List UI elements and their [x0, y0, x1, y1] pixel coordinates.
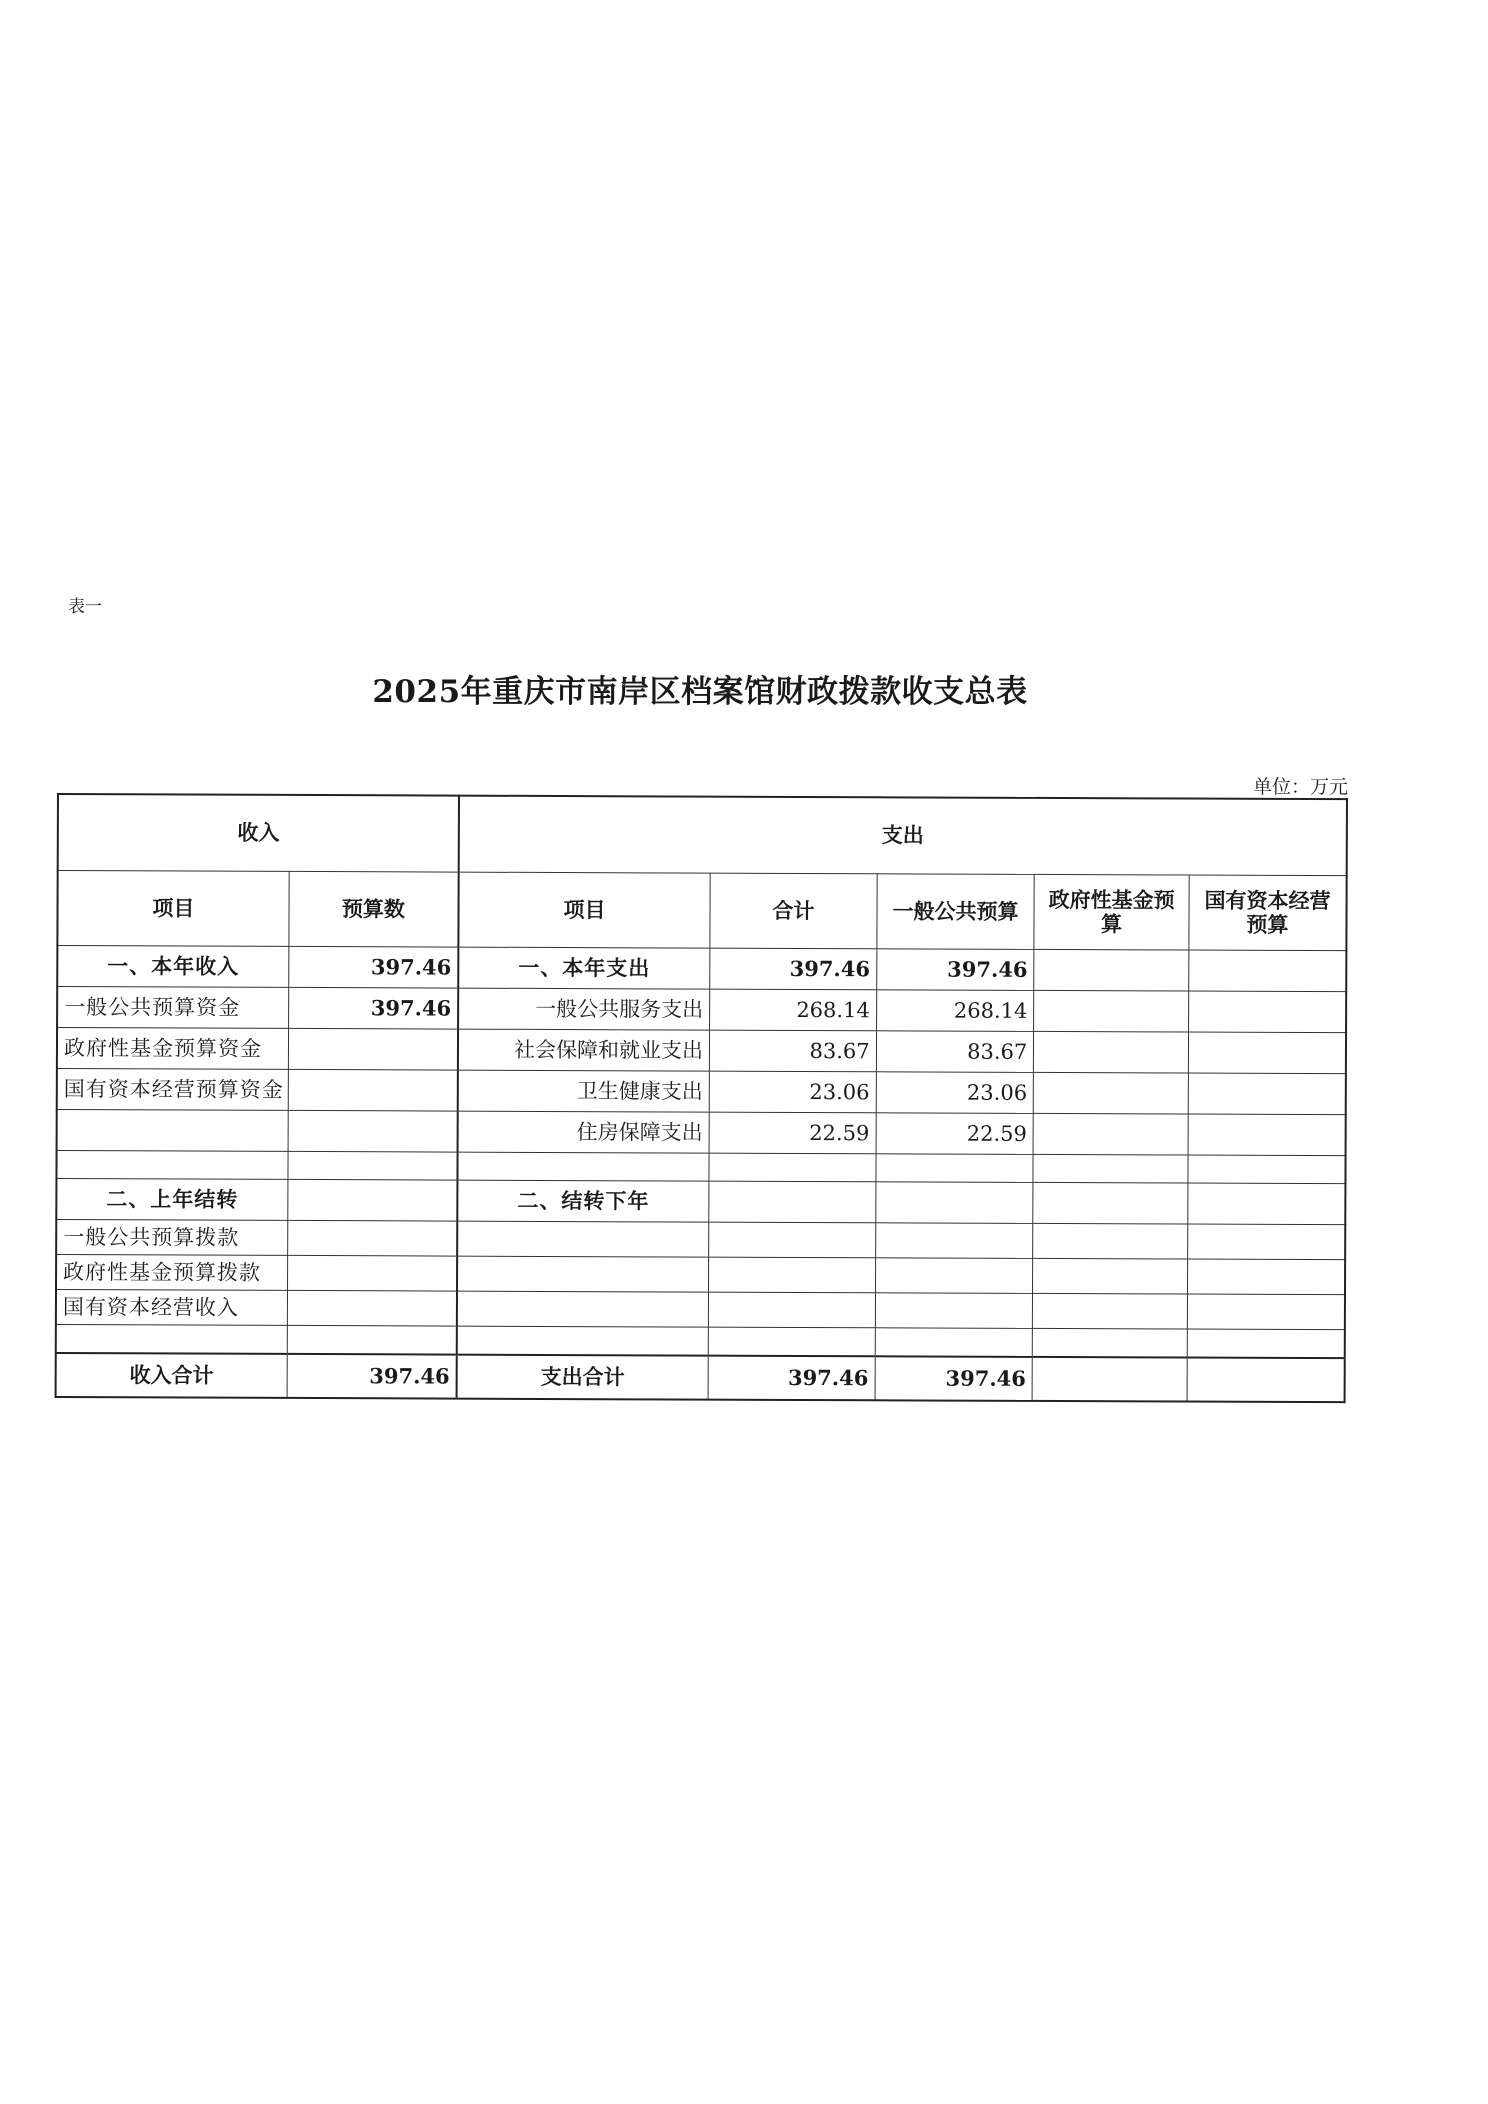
expense-item-cell [457, 1256, 709, 1292]
income-value-cell [287, 1290, 457, 1326]
column-header-row [57, 871, 1346, 951]
expense-total-value: 397.46 [708, 1356, 875, 1401]
income-item-cell: 政府性基金预算资金 [57, 1028, 288, 1070]
expense-fund-cell [1033, 1113, 1188, 1155]
income-value-cell: 397.46 [288, 987, 458, 1029]
expense-capital-cell [1188, 1032, 1346, 1074]
expense-fund-cell [1034, 1072, 1189, 1114]
group-header-row [58, 794, 1347, 876]
expense-gov-fund-header: 政府性基金预算 [1034, 874, 1189, 950]
expense-item-cell: 住房保障支出 [458, 1111, 710, 1153]
expense-total-cell: 23.06 [709, 1071, 876, 1113]
document-title: 2025年重庆市南岸区档案馆财政拨款收支总表 [372, 674, 1028, 710]
expense-fund-total [1032, 1357, 1187, 1402]
expense-general-cell [875, 1182, 1033, 1224]
empty-cell [1033, 1328, 1188, 1357]
expense-fund-cell [1033, 1258, 1188, 1294]
expense-item-cell: 社会保障和就业支出 [458, 1029, 710, 1071]
table-row [56, 1220, 1345, 1260]
expense-capital-cell [1188, 1073, 1346, 1115]
expense-total-label: 支出合计 [457, 1355, 709, 1400]
expense-capital-cell [1188, 991, 1346, 1033]
expense-general-cell [875, 1293, 1033, 1329]
expense-total-cell [709, 1181, 876, 1223]
table-label: 表一 [68, 597, 102, 617]
empty-cell [1033, 1154, 1188, 1183]
budget-summary-table [55, 793, 1348, 1403]
expense-general-cell: 23.06 [876, 1072, 1034, 1114]
table-row [57, 1028, 1346, 1074]
income-value-cell: 397.46 [289, 946, 459, 988]
income-value-cell [287, 1255, 457, 1291]
empty-cell [1188, 1155, 1346, 1184]
income-item-cell: 二、上年结转 [56, 1179, 287, 1221]
expense-fund-cell [1034, 1031, 1189, 1073]
income-group-header: 收入 [58, 794, 459, 872]
expense-general-total: 397.46 [875, 1356, 1033, 1401]
table-row [57, 946, 1346, 992]
expense-general-cell [875, 1258, 1033, 1294]
empty-cell [876, 1154, 1034, 1183]
income-item-cell: 国有资本经营收入 [56, 1290, 287, 1326]
expense-item-cell: 一般公共服务支出 [458, 988, 710, 1030]
empty-cell [875, 1328, 1033, 1357]
totals-row [56, 1353, 1345, 1402]
expense-total-cell: 22.59 [709, 1112, 876, 1154]
income-item-cell: 政府性基金预算拨款 [56, 1255, 287, 1291]
expense-capital-cell [1189, 950, 1347, 992]
income-total-label: 收入合计 [56, 1353, 287, 1398]
expense-item-cell [457, 1291, 709, 1327]
income-item-cell: 一般公共预算资金 [57, 987, 288, 1029]
income-item-header: 项目 [57, 871, 289, 947]
expense-capital-cell [1187, 1259, 1345, 1295]
empty-cell [457, 1152, 709, 1181]
income-item-cell: 一、本年收入 [57, 946, 288, 988]
expense-group-header: 支出 [459, 796, 1347, 876]
expense-fund-cell [1034, 949, 1189, 991]
empty-cell [287, 1325, 457, 1354]
expense-capital-cell [1187, 1224, 1345, 1260]
income-total-value: 397.46 [287, 1354, 457, 1399]
unit-label: 单位：万元 [1252, 776, 1348, 798]
expense-general-cell: 397.46 [876, 949, 1034, 991]
table-row [57, 987, 1346, 1033]
expense-state-capital-header: 国有资本经营预算 [1189, 875, 1347, 951]
income-value-cell [287, 1220, 457, 1256]
expense-total-cell [708, 1292, 875, 1328]
empty-cell [1187, 1329, 1345, 1358]
expense-total-cell [709, 1257, 876, 1293]
expense-item-cell: 卫生健康支出 [458, 1070, 710, 1112]
expense-total-cell: 268.14 [710, 989, 877, 1031]
income-value-cell [288, 1179, 458, 1221]
expense-fund-cell [1033, 1182, 1188, 1224]
expense-general-cell: 22.59 [876, 1113, 1034, 1155]
empty-cell [56, 1324, 287, 1353]
expense-fund-cell [1034, 990, 1189, 1032]
table-row [57, 1110, 1346, 1156]
income-value-cell [288, 1028, 458, 1070]
table-row [57, 1069, 1346, 1115]
expense-capital-cell [1187, 1294, 1345, 1330]
table-row [56, 1179, 1345, 1225]
expense-item-cell [457, 1221, 709, 1257]
expense-general-header: 一般公共预算 [877, 874, 1035, 950]
empty-cell [56, 1151, 287, 1180]
income-item-cell [57, 1110, 288, 1152]
expense-total-cell: 397.46 [710, 948, 877, 990]
income-item-cell: 一般公共预算拨款 [56, 1220, 287, 1256]
empty-cell [708, 1327, 875, 1356]
income-value-cell [288, 1069, 458, 1111]
income-budget-header: 预算数 [289, 871, 459, 947]
expense-general-cell: 83.67 [876, 1031, 1034, 1073]
expense-total-cell [709, 1222, 876, 1258]
table-row [56, 1255, 1345, 1295]
expense-item-header: 项目 [458, 872, 710, 948]
empty-cell [288, 1151, 458, 1180]
income-item-cell: 国有资本经营预算资金 [57, 1069, 288, 1111]
expense-total-cell: 83.67 [709, 1030, 876, 1072]
expense-capital-total [1187, 1358, 1345, 1403]
expense-capital-cell [1188, 1183, 1346, 1225]
income-value-cell [288, 1110, 458, 1152]
table-row [56, 1290, 1345, 1330]
expense-item-cell: 二、结转下年 [457, 1180, 709, 1222]
expense-capital-cell [1188, 1114, 1346, 1156]
expense-item-cell: 一、本年支出 [458, 947, 710, 989]
empty-cell [709, 1153, 876, 1182]
expense-fund-cell [1033, 1293, 1188, 1329]
expense-total-header: 合计 [710, 873, 877, 949]
expense-general-cell [875, 1223, 1033, 1259]
empty-cell [457, 1326, 709, 1356]
expense-general-cell: 268.14 [876, 990, 1034, 1032]
expense-fund-cell [1033, 1223, 1188, 1259]
